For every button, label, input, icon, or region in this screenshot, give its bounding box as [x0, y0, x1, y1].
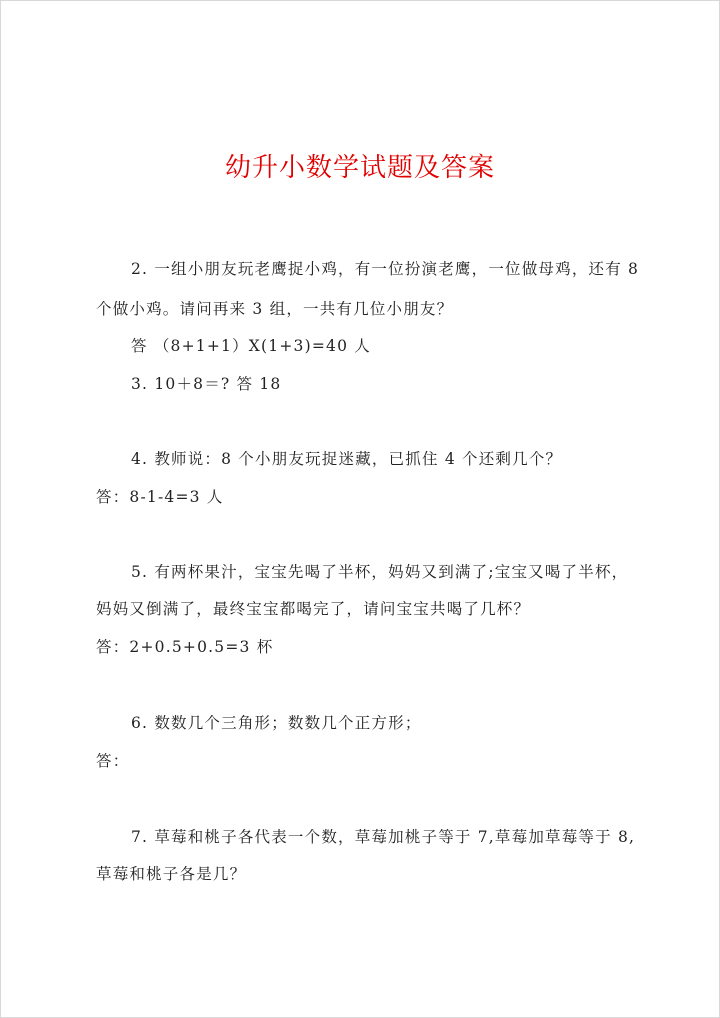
question-5-line-2: 妈妈又倒满了，最终宝宝都喝完了，请问宝宝共喝了几杯？ — [96, 600, 531, 618]
question-4-line-1: 4. 教师说：8 个小朋友玩捉迷藏，已抓住 4 个还剩几个？ — [131, 450, 563, 468]
question-5-answer: 答：2+0.5+0.5=3 杯 — [96, 638, 274, 656]
question-3-line-1: 3. 10＋8＝? 答 18 — [131, 375, 282, 393]
question-6-line-1: 6. 数数几个三角形；数数几个正方形； — [131, 714, 422, 732]
question-2-line-2: 个做小鸡。请问再来 3 组，一共有几位小朋友？ — [96, 300, 454, 318]
page-title: 幼升小数学试题及答案 — [224, 153, 495, 183]
question-6-answer: 答： — [96, 752, 130, 770]
question-5-line-1: 5. 有两杯果汁，宝宝先喝了半杯，妈妈又到满了;宝宝又喝了半杯， — [131, 563, 629, 581]
question-2-line-1: 2. 一组小朋友玩老鹰捉小鸡，有一位扮演老鹰，一位做母鸡，还有 8 — [131, 260, 640, 278]
question-7-line-1: 7. 草莓和桃子各代表一个数，草莓加桃子等于 7,草莓加草莓等于 8, — [131, 828, 636, 846]
question-4-answer: 答：8-1-4=3 人 — [96, 488, 224, 506]
question-2-answer: 答 （8+1+1）X(1+3)=40 人 — [131, 337, 371, 355]
question-7-line-2: 草莓和桃子各是几？ — [96, 865, 247, 883]
